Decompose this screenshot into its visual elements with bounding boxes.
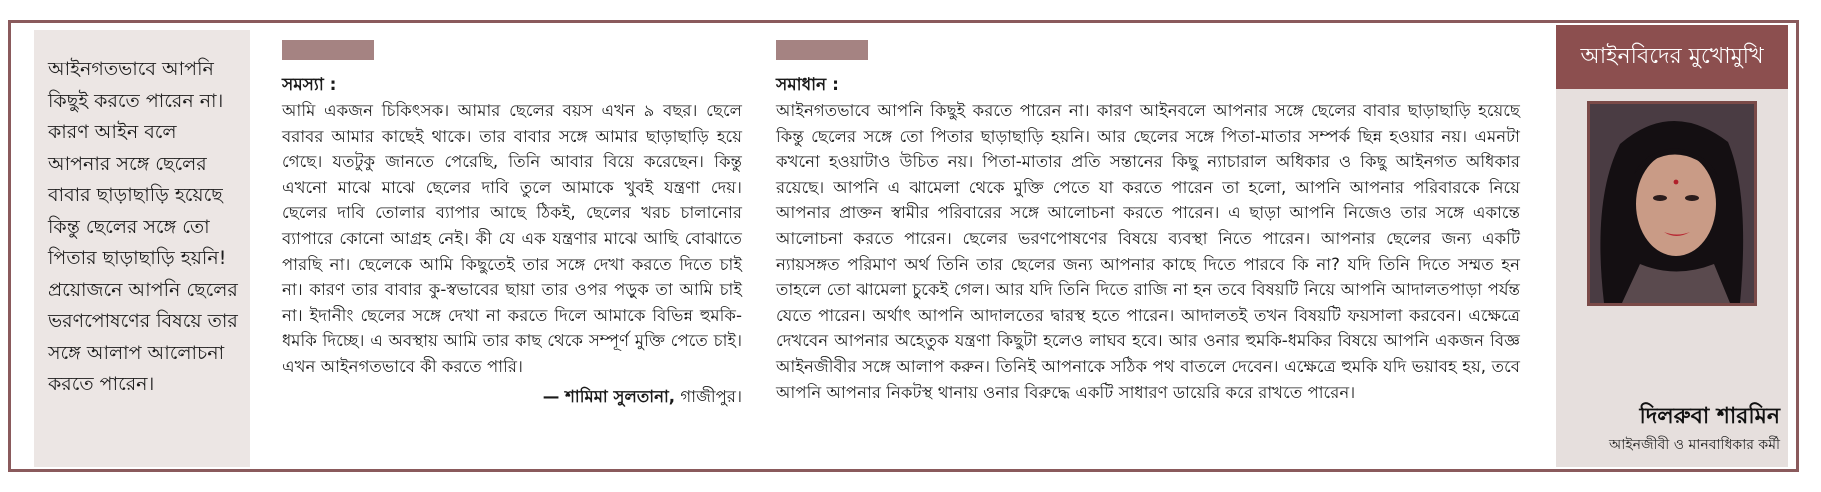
portrait-image xyxy=(1590,104,1754,303)
expert-name: দিলরুবা শারমিন xyxy=(1639,404,1780,429)
pull-quote-text: আইনগতভাবে আপনি কিছুই করতে পারেন না। কারণ আইন বলে আপনার সঙ্গে ছেলের বাবার ছাড়াছাড়ি হয়েছে কিন্তু ছেলের সঙ্গে তো পিতার ছাড়াছাড়ি হয়নি! প্রয়োজনে আপনি ছেলের ভরণপোষণের বিষয়ে তার সঙ্গে আলাপ আলোচনা করতে পারেন। xyxy=(48,58,238,395)
expert-photo xyxy=(1587,101,1757,306)
expert-sidebar xyxy=(1556,25,1788,467)
problem-signature xyxy=(282,384,742,410)
pull-quote-box xyxy=(34,30,250,467)
signature-place: গাজীপুর। xyxy=(680,386,742,406)
problem-body: আমি একজন চিকিৎসক। আমার ছেলের বয়স এখন ৯ বছর। ছেলে বরাবর আমার কাছেই থাকে। তার বাবার সঙ্গে আমার ছাড়াছাড়ি হয়ে গেছে। যতটুকু জানতে পেরেছি, তিনি আবার বিয়ে করেছেন। কিন্তু এখনো মাঝে মাঝে ছেলের দাবি তুলে আমাকে খুবই যন্ত্রণা দেয়। ছেলের দাবি তোলার ব্যাপার আছে ঠিকই, ছেলের খরচ চালানোর ব্যাপারে কোনো আগ্রহ নেই। কী যে এক যন্ত্রণার মাঝে আছি বোঝাতে পারছি না। ছেলেকে আমি কিছুতেই তার সঙ্গে দেখা করতে দিতে চাই না। কারণ তার বাবার কু-স্বভাবের ছায়া তার ওপর পড়ুক তা আমি চাই না। ইদানীং ছেলের সঙ্গে দেখা না করতে দিলে আমাকে বিভিন্ন হুমকি-ধমকি দিচ্ছে। এ অবস্থায় আমি তার কাছ থেকে সম্পূর্ণ মুক্তি পেতে চাই। এখন আইনগতভাবে কী করতে পারি। xyxy=(282,101,742,376)
problem-heading: সমস্যা : xyxy=(282,75,337,95)
problem-accent-bar xyxy=(282,40,374,60)
solution-column xyxy=(776,40,1520,405)
solution-heading: সমাধান : xyxy=(776,75,839,95)
signature-name: — শামিমা সুলতানা, xyxy=(542,386,676,406)
section-title-banner: আইনবিদের মুখোমুখি xyxy=(1556,25,1788,89)
problem-column xyxy=(282,40,742,409)
expert-title: আইনজীবী ও মানবাধিকার কর্মী xyxy=(1609,437,1780,453)
solution-accent-bar xyxy=(776,40,868,60)
solution-body: আইনগতভাবে আপনি কিছুই করতে পারেন না। কারণ আইনবলে আপনার সঙ্গে ছেলের বাবার ছাড়াছাড়ি হয়েছে কিন্তু ছেলের সঙ্গে তো পিতার ছাড়াছাড়ি হয়নি। আর ছেলের সঙ্গে পিতা-মাতার সম্পর্ক ছিন্ন হওয়ার নয়। এমনটা কখনো হওয়াটাও উচিত নয়। পিতা-মাতার প্রতি সন্তানের কিছু ন্যাচারাল অধিকার ও কিছু আইনগত অধিকার রয়েছে। আপনি এ ঝামেলা থেকে মুক্তি পেতে যা করতে পারেন তা হলো, আপনি আপনার পরিবারকে নিয়ে আপনার প্রাক্তন স্বামীর পরিবারের সঙ্গে আলোচনা করতে পারেন। এ ছাড়া আপনি নিজেও তার সঙ্গে একান্তে আলোচনা করতে পারেন। ছেলের ভরণপোষণের বিষয়ে ব্যবস্থা নিতে পারেন। আপনার ছেলের জন্য একটি ন্যায়সঙ্গত পরিমাণ অর্থ তিনি তার ছেলের জন্য আপনার কাছে দিতে পারবে কি না? যদি তিনি দিতে সম্মত হন তাহলে তো ঝামেলা চুকেই গেল। আর যদি তিনি দিতে রাজি না হন তবে বিষয়টি নিয়ে আপনি আদালতপাড়া পর্যন্ত যেতে পারেন। অর্থাৎ আপনি আদালতের দ্বারস্থ হতে পারেন। আদালতই তখন বিষয়টি ফয়সালা করবেন। এক্ষেত্রে দেখবেন আপনার অহেতুক যন্ত্রণা কিছুটা হলেও লাঘব হবে। আর ওনার হুমকি-ধমকির বিষয়ে আপনি একজন বিজ্ঞ আইনজীবীর সঙ্গে আলাপ করুন। তিনিই আপনাকে সঠিক পথ বাতলে দেবেন। এক্ষেত্রে হুমকি যদি ভয়াবহ হয়, তবে আপনি আপনার নিকটস্থ থানায় ওনার বিরুদ্ধে একটি সাধারণ ডায়েরি করে রাখতে পারেন। xyxy=(776,101,1520,402)
